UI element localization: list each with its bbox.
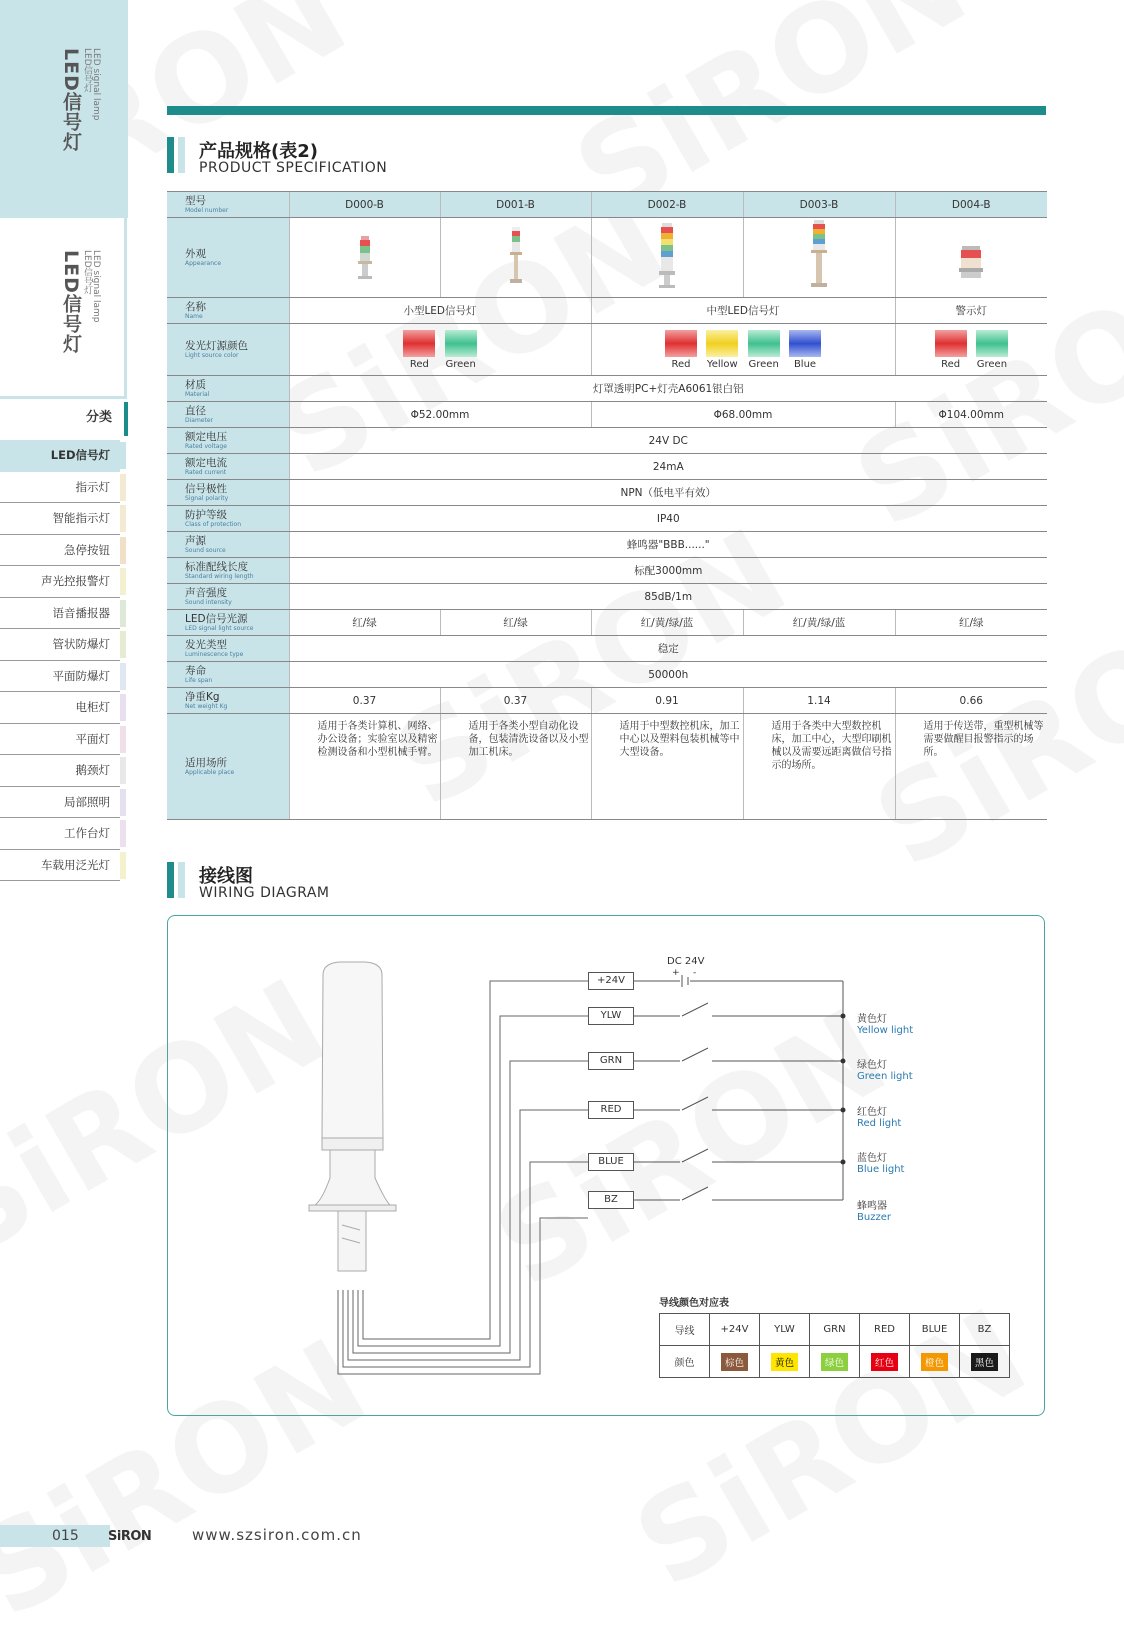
wire-color-chip: 红色 — [871, 1353, 898, 1371]
category-item[interactable]: 智能指示灯 — [0, 503, 120, 535]
terminal-24v: +24V — [588, 972, 634, 990]
wire-name: RED — [860, 1314, 910, 1346]
led-cell: 红/黄/绿/蓝 — [743, 610, 895, 636]
diameter-cell: Φ104.00mm — [895, 402, 1047, 428]
wiring-length-cell: 标配3000mm — [289, 558, 1047, 584]
color-row-label: 颜色 — [660, 1346, 710, 1378]
wire-color-cell — [760, 1346, 810, 1378]
wire-name: YLW — [760, 1314, 810, 1346]
sidebar-section-title: LED信号灯 — [60, 250, 82, 354]
name-cell: 警示灯 — [895, 298, 1047, 324]
name-cell: 中型LED信号灯 — [591, 298, 895, 324]
row-label-led: LED信号光源 LED signal light source — [167, 610, 289, 636]
category-item[interactable]: 指示灯 — [0, 472, 120, 504]
current-cell: 24mA — [289, 454, 1047, 480]
life-cell: 50000h — [289, 662, 1047, 688]
led-cell: 红/黄/绿/蓝 — [591, 610, 743, 636]
model-cell: D003-B — [743, 192, 895, 218]
category-item[interactable]: 局部照明 — [0, 787, 120, 819]
wire-color-chip: 黄色 — [771, 1353, 798, 1371]
sidebar-title: LED信号灯 — [60, 48, 82, 152]
place-cell: 适用于各类计算机、网络、办公设备；实验室以及精密检测设备和小型机械手臂。 — [289, 714, 440, 820]
footer-logo: SiRON — [108, 1529, 152, 1544]
wire-color-cell — [910, 1346, 960, 1378]
category-item[interactable]: 急停按钮 — [0, 535, 120, 567]
row-label-color: 发光灯源颜色 Light source color — [167, 324, 289, 376]
output-red: 红色灯 Red light — [857, 1107, 902, 1129]
intensity-cell: 85dB/1m — [289, 584, 1047, 610]
row-label-name: 名称 Name — [167, 298, 289, 324]
sidebar-subtitle-cn: LED信号灯 — [82, 48, 92, 93]
model-cell: D000-B — [289, 192, 440, 218]
output-yellow: 黄色灯 Yellow light — [857, 1014, 914, 1036]
output-buzzer: 蜂鸣器 Buzzer — [857, 1201, 891, 1223]
material-cell: 灯罩透明PC+灯壳A6061银白铝 — [289, 376, 1047, 402]
wire-row-label: 导线 — [660, 1314, 710, 1346]
sound-cell: 蜂鸣器"BBB......" — [289, 532, 1047, 558]
voltage-cell: 24V DC — [289, 428, 1047, 454]
diameter-cell: Φ52.00mm — [289, 402, 591, 428]
wire-color-cell — [810, 1346, 860, 1378]
row-label-appearance: 外观 Appearance — [167, 218, 289, 298]
terminal-blue: BLUE — [588, 1153, 634, 1171]
color-swatch-blue: Blue — [789, 330, 821, 370]
color-swatch-green: Green — [976, 330, 1008, 370]
output-blue: 蓝色灯 Blue light — [857, 1153, 905, 1175]
wire-color-cell — [960, 1346, 1010, 1378]
terminal-grn: GRN — [588, 1052, 634, 1070]
row-label-life: 寿命 Life span — [167, 662, 289, 688]
wire-name: +24V — [710, 1314, 760, 1346]
category-item[interactable]: 工作台灯 — [0, 818, 120, 850]
spec-subtitle: PRODUCT SPECIFICATION — [199, 160, 388, 176]
footer-url[interactable]: www.szsiron.com.cn — [192, 1526, 362, 1544]
wire-color-cell — [860, 1346, 910, 1378]
color-swatch-red: Red — [935, 330, 967, 370]
weight-cell: 0.91 — [591, 688, 743, 714]
place-cell: 适用于各类中大型数控机床，加工中心，大型印刷机械以及需要远距离做信号指示的场所。 — [743, 714, 895, 820]
sidebar-subtitle-en: LED signal lamp — [91, 48, 101, 121]
place-cell: 适用于各类小型自动化设备，包装清洗设备以及小型加工机床。 — [440, 714, 591, 820]
category-title: 分类 — [85, 410, 112, 425]
terminal-red: RED — [588, 1101, 634, 1119]
wire-color-chip: 绿色 — [821, 1353, 848, 1371]
color-swatch-red: Red — [403, 330, 435, 370]
row-label-place: 适用场所 Applicable place — [167, 714, 289, 820]
terminal-bz: BZ — [588, 1191, 634, 1209]
category-item[interactable]: 车载用泛光灯 — [0, 850, 120, 882]
wire-name: GRN — [810, 1314, 860, 1346]
row-label-luminescence: 发光类型 Luminescence type — [167, 636, 289, 662]
row-label-wiring-length: 标准配线长度 Standard wiring length — [167, 558, 289, 584]
color-swatch-green: Green — [748, 330, 780, 370]
place-cell: 适用于传送带，重型机械等需要做醒目报警指示的场所。 — [895, 714, 1047, 820]
category-item[interactable]: 电柜灯 — [0, 692, 120, 724]
wire-color-table — [659, 1313, 1010, 1378]
wire-color-table-title: 导线颜色对应表 — [659, 1298, 729, 1309]
dc-plus: + — [672, 968, 680, 978]
row-label-polarity: 信号极性 Signal polarity — [167, 480, 289, 506]
spec-title: 产品规格(表2) — [199, 141, 318, 162]
row-label-sound: 声源 Sound source — [167, 532, 289, 558]
wire-color-cell — [710, 1346, 760, 1378]
wire-color-chip: 黑色 — [971, 1353, 998, 1371]
wire-name: BLUE — [910, 1314, 960, 1346]
wiring-title: 接线图 — [199, 866, 253, 887]
color-swatch-yellow: Yellow — [706, 330, 738, 370]
row-label-diameter: 直径 Diameter — [167, 402, 289, 428]
category-item[interactable]: LED信号灯 — [0, 440, 120, 472]
sidebar-section-subtitle-cn: LED信号灯 — [82, 250, 92, 295]
wire-name: BZ — [960, 1314, 1010, 1346]
color-swatch-red: Red — [665, 330, 697, 370]
wire-color-chip: 棕色 — [721, 1353, 748, 1371]
weight-cell: 0.66 — [895, 688, 1047, 714]
luminescence-cell: 稳定 — [289, 636, 1047, 662]
row-label-voltage: 额定电压 Rated voltage — [167, 428, 289, 454]
weight-cell: 1.14 — [743, 688, 895, 714]
sidebar-section-subtitle-en: LED signal lamp — [91, 250, 101, 323]
lamp-illustration — [309, 962, 396, 1271]
terminal-ylw: YLW — [588, 1007, 634, 1025]
category-item[interactable]: 声光控报警灯 — [0, 566, 120, 598]
category-item[interactable]: 平面灯 — [0, 724, 120, 756]
category-item[interactable]: 管状防爆灯 — [0, 629, 120, 661]
model-cell: D001-B — [440, 192, 591, 218]
led-cell: 红/绿 — [895, 610, 1047, 636]
row-label-material: 材质 Material — [167, 376, 289, 402]
dc-minus: - — [693, 968, 697, 978]
category-item[interactable]: 语音播报器 — [0, 598, 120, 630]
output-green: 绿色灯 Green light — [857, 1060, 913, 1082]
name-cell: 小型LED信号灯 — [289, 298, 591, 324]
wiring-subtitle: WIRING DIAGRAM — [199, 885, 330, 901]
protection-cell: IP40 — [289, 506, 1047, 532]
diameter-cell: Φ68.00mm — [591, 402, 895, 428]
row-label-intensity: 声音强度 Sound intensity — [167, 584, 289, 610]
model-cell: D002-B — [591, 192, 743, 218]
led-cell: 红/绿 — [289, 610, 440, 636]
color-swatch-green: Green — [445, 330, 477, 370]
row-label-model: 型号 Model number — [167, 192, 289, 218]
weight-cell: 0.37 — [289, 688, 440, 714]
row-label-protection: 防护等级 Class of protection — [167, 506, 289, 532]
row-label-weight: 净重Kg Net weight Kg — [167, 688, 289, 714]
category-item[interactable]: 鹅颈灯 — [0, 755, 120, 787]
polarity-cell: NPN（低电平有效） — [289, 480, 1047, 506]
category-item[interactable]: 平面防爆灯 — [0, 661, 120, 693]
wire-color-chip: 橙色 — [921, 1353, 948, 1371]
row-label-current: 额定电流 Rated current — [167, 454, 289, 480]
dc-label: DC 24V — [667, 956, 705, 967]
page-number: 015 — [0, 1525, 110, 1547]
model-cell: D004-B — [895, 192, 1047, 218]
weight-cell: 0.37 — [440, 688, 591, 714]
place-cell: 适用于中型数控机床，加工中心以及塑料包装机械等中大型设备。 — [591, 714, 743, 820]
led-cell: 红/绿 — [440, 610, 591, 636]
